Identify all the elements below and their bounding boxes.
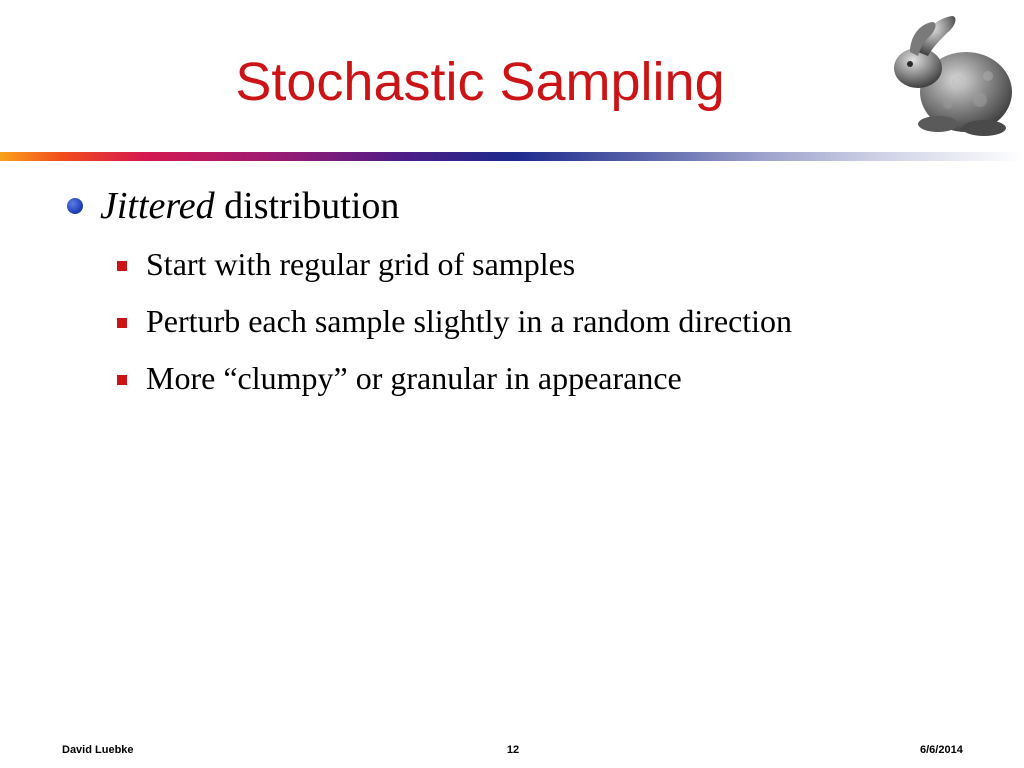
footer-author: David Luebke [62,744,134,756]
bullet-emphasis: Jittered [100,185,215,227]
sub-bullet-text: Start with regular grid of samples [146,246,576,282]
sub-bullet [64,350,984,407]
bullet-dot-icon [67,198,83,214]
sub-bullet [64,293,984,350]
slide-title: Stochastic Sampling [235,52,725,112]
footer-page-number: 12 [506,744,520,756]
square-bullet-icon [117,375,127,385]
sub-bullet [64,236,984,293]
bunny-icon [888,12,1018,142]
bullet-text: distribution [224,185,400,227]
sub-bullet-list [64,236,984,407]
square-bullet-icon [117,318,127,328]
bullet-jittered-distribution [64,180,984,232]
sub-bullet-text: Perturb each sample slightly in a random direction [146,303,793,339]
slide-content [64,180,984,407]
sub-bullet-text: More “clumpy” or granular in appearance [146,360,682,396]
footer-date: 6/6/2014 [920,744,963,756]
title-divider [0,152,1024,161]
square-bullet-icon [117,261,127,271]
